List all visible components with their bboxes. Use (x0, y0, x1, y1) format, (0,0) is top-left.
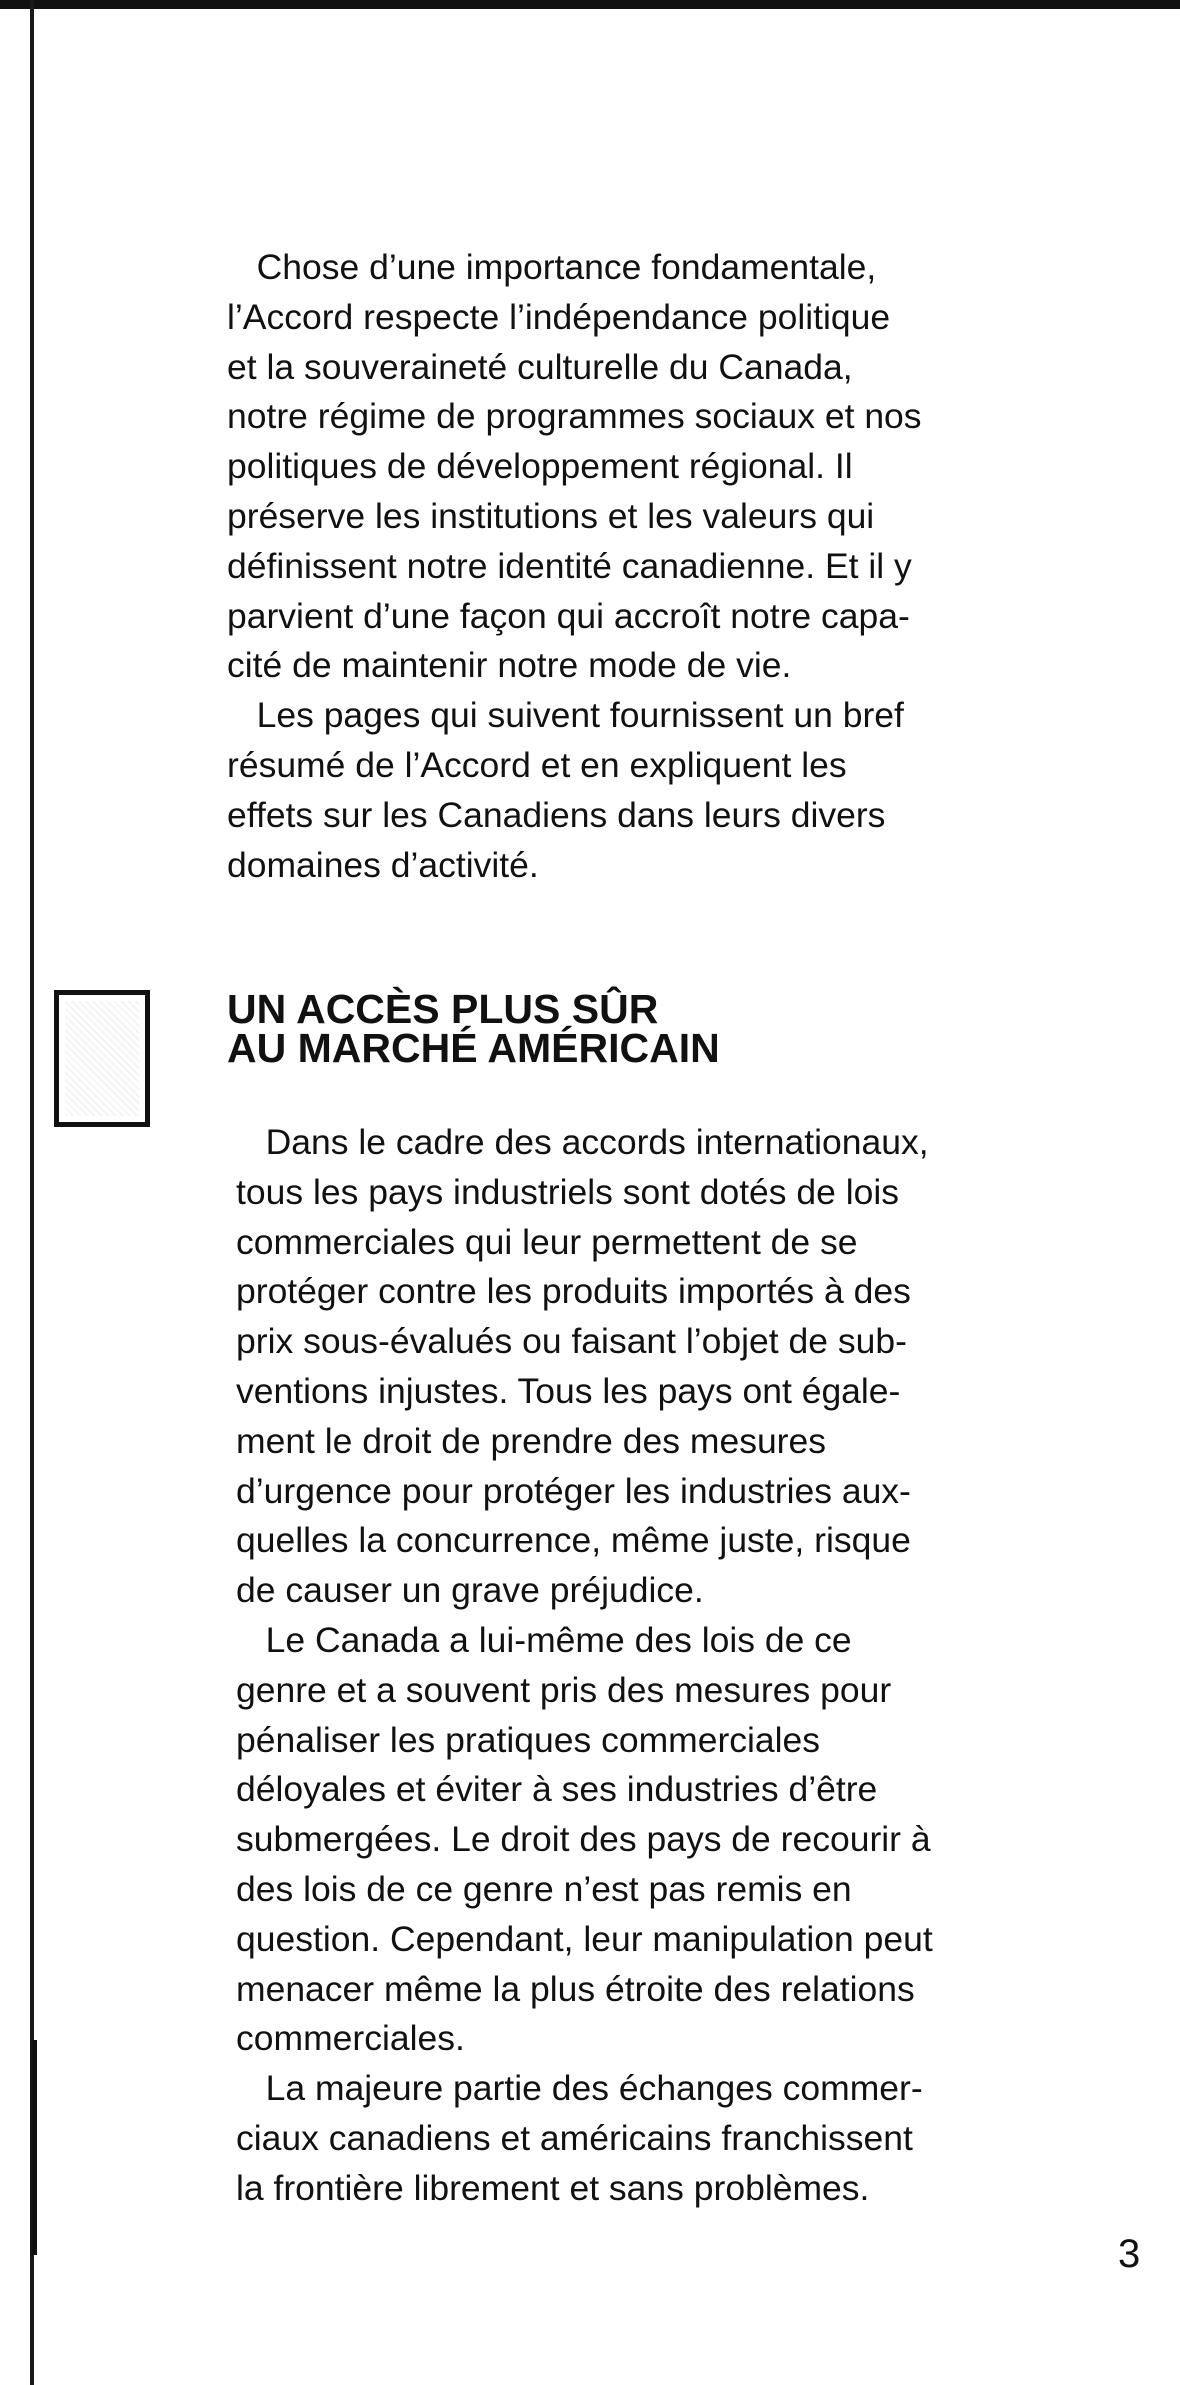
intro-paragraph: Chose d’une importance fondamentale, l’Accord respecte l’indépendance politique et la souveraineté culturelle du Canada, notre régime de programmes sociaux et nos politiques de développement régional. Il préserve les institutions et les valeurs qui définissent notre identité canadienne. Et il y parvient d’une façon qui accroît notre capa- cité de maintenir notre mode de vie. (227, 247, 922, 686)
intro-paragraph: Les pages qui suivent fournissent un bref résumé de l’Accord et en expliquent les effets sur les Canadiens dans leurs divers domaines d’activité. (227, 695, 904, 885)
left-margin-rule (30, 0, 34, 2385)
section-marker-fill (65, 1001, 139, 1116)
section-body-text (236, 1118, 1096, 2214)
page-number: 3 (1118, 2232, 1141, 2276)
top-border-rule (0, 0, 1180, 9)
body-paragraph: Dans le cadre des accords internationaux, tous les pays industriels sont dotés de lois commerciales qui leur permettent de se protéger contre les produits importés à des prix sous-évalués ou faisant l’objet de sub- ventions injustes. Tous les pays ont égale- ment le droit de prendre des mesures d’urgence pour protéger les industries aux- quelles la concurrence, même juste, risque de causer un grave préjudice. (236, 1122, 929, 1611)
left-margin-rule-thick-segment (31, 2040, 37, 2255)
section-heading: UN ACCÈS PLUS SÛR AU MARCHÉ AMÉRICAIN (227, 986, 720, 1071)
body-paragraph: Le Canada a lui-même des lois de ce genre et a souvent pris des mesures pour pénaliser les pratiques commerciales déloyales et éviter à ses industries d’être submergées. Le droit des pays de recourir à des lois de ce genre n’est pas remis en question. Cependant, leur manipulation peut menacer même la plus étroite des relations commerciales. (236, 1619, 933, 2059)
body-paragraph: La majeure partie des échanges commer- ciaux canadiens et américains franchissent la frontière librement et sans problèmes. (236, 2068, 923, 2208)
section-marker-box (54, 990, 150, 1127)
intro-text-block (227, 243, 1087, 890)
